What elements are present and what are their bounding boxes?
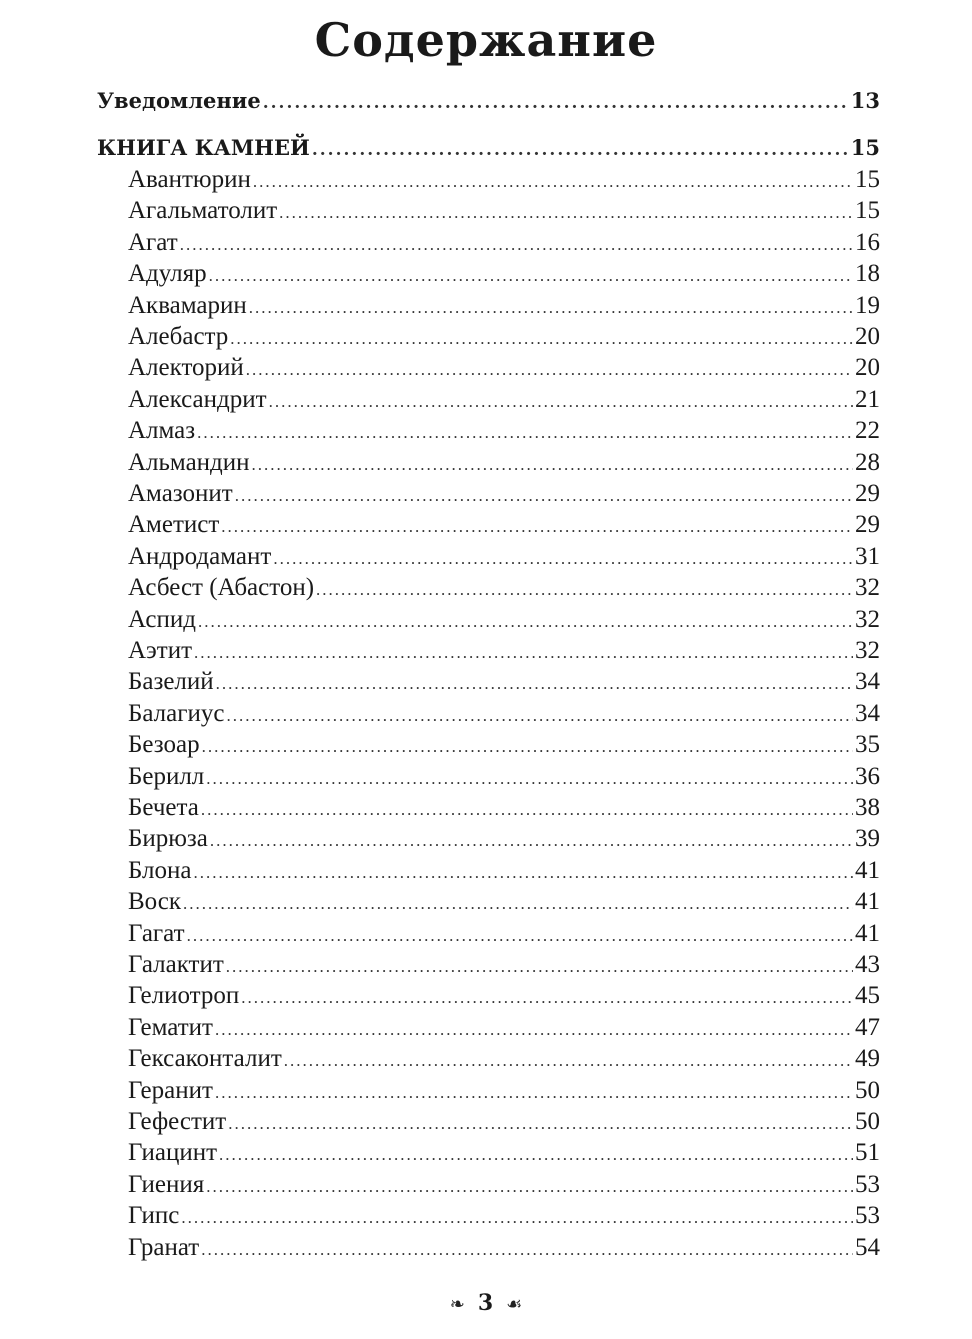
toc-entry-label: КНИГА КАМНЕЙ: [97, 135, 310, 160]
toc-entry-page: 28: [855, 448, 880, 476]
toc-entry-label: Гефестит: [128, 1108, 227, 1135]
toc-leader-dots: [253, 172, 853, 192]
toc-leader-dots: [284, 1051, 853, 1071]
toc-leader-dots: [216, 674, 853, 694]
toc-entry-page: 15: [850, 135, 880, 160]
toc-entry: [128, 480, 880, 511]
toc-entry: [128, 668, 880, 699]
toc-leader-dots: [312, 140, 849, 160]
toc-leader-dots: [219, 1145, 853, 1165]
toc-entry-label: Галактит: [128, 951, 224, 978]
toc-entry-page: 29: [855, 480, 880, 507]
toc-entry-page: 34: [855, 668, 880, 696]
toc-leader-dots: [235, 486, 853, 506]
toc-entry: [128, 794, 880, 825]
toc-entry-label: Гагат: [128, 919, 185, 947]
toc-entry-page: 50: [855, 1108, 880, 1135]
toc-entry-page: 35: [855, 731, 880, 759]
toc-entry-page: 15: [855, 197, 880, 225]
toc-entry-page: 47: [855, 1013, 880, 1041]
toc-entry-label: Агальматолит: [128, 197, 278, 225]
toc-entry-page: 21: [855, 385, 880, 413]
toc-leader-dots: [226, 957, 853, 977]
toc-entry-page: 49: [855, 1045, 880, 1073]
toc-entry: [128, 951, 880, 982]
toc-leader-dots: [187, 926, 853, 946]
toc-entry-page: 20: [855, 323, 880, 350]
toc-entry-page: 16: [855, 228, 880, 256]
toc-leader-dots: [215, 1020, 853, 1040]
toc-leader-dots: [246, 360, 853, 380]
toc-leader-dots: [221, 517, 853, 537]
toc-entry: [128, 260, 880, 291]
toc-leader-dots: [198, 612, 853, 632]
ornament-left-icon: ❧: [449, 1294, 465, 1315]
toc-leader-dots: [183, 894, 853, 914]
toc-entry-label: Алекторий: [128, 354, 244, 382]
toc-entry: [128, 449, 880, 480]
toc-entry: [128, 197, 880, 228]
toc-entry: [128, 857, 880, 888]
toc-leader-dots: [201, 800, 853, 820]
toc-entry-label: Воск: [128, 888, 182, 916]
toc-entry: [128, 323, 880, 354]
toc-entry-page: 31: [855, 542, 880, 570]
toc-leader-dots: [209, 266, 853, 286]
toc-entry: [128, 763, 880, 794]
toc-entry-page: 45: [855, 982, 880, 1010]
toc-entry-label: Гелиотроп: [128, 982, 240, 1010]
toc-entry: [128, 888, 880, 919]
toc-entry-page: 38: [855, 794, 880, 821]
toc-entry-page: 54: [855, 1233, 880, 1261]
page-title: Содержание: [314, 13, 658, 67]
toc-entry-label: Алмаз: [128, 417, 196, 445]
toc-leader-dots: [252, 455, 853, 475]
toc-entry: [128, 1077, 880, 1108]
toc-leader-dots: [194, 643, 853, 663]
toc-entry-page: 41: [855, 919, 880, 947]
toc-entry: [128, 982, 880, 1013]
toc-entry: [128, 1234, 880, 1265]
toc-leader-dots: [201, 1240, 853, 1260]
toc-entry: [128, 229, 880, 260]
toc-entry: [128, 1108, 880, 1139]
toc-entry-label: Балагиус: [128, 699, 225, 727]
toc-leader-dots: [241, 988, 853, 1008]
toc-entry-page: 13: [850, 88, 880, 113]
toc-entry-label: Аспид: [128, 605, 197, 633]
toc-leader-dots: [180, 235, 853, 255]
toc-leader-dots: [210, 831, 853, 851]
toc-leader-dots: [202, 737, 853, 757]
toc-leader-dots: [206, 1177, 853, 1197]
toc-entry: [128, 920, 880, 951]
toc-entry-label: Аметист: [128, 511, 220, 539]
toc-entry: [128, 637, 880, 668]
toc-leader-dots: [215, 1083, 853, 1103]
toc-entry: [128, 825, 880, 856]
toc-leader-dots: [316, 580, 853, 600]
toc-leader-dots: [279, 203, 853, 223]
toc-entry: [128, 1045, 880, 1076]
toc-entry-label: Агат: [128, 228, 178, 256]
toc-entry: [128, 700, 880, 731]
toc-entry: [128, 574, 880, 605]
toc-entry: [128, 354, 880, 385]
page-footer: [0, 1290, 972, 1316]
toc-leader-dots: [181, 1208, 853, 1228]
toc-entry-label: Авантюрин: [128, 166, 251, 193]
toc-entry: [128, 1139, 880, 1170]
toc-leader-dots: [226, 706, 853, 726]
toc-entry-label: Бечета: [128, 794, 199, 821]
toc-entry-page: 51: [855, 1139, 880, 1167]
toc-entry-label: Гипс: [128, 1202, 180, 1230]
toc-entry-page: 34: [855, 699, 880, 727]
toc-entry-label: Альмандин: [128, 448, 250, 476]
toc-entry-page: 32: [855, 605, 880, 633]
toc-entry-page: 20: [855, 354, 880, 382]
toc-entry-label: Амазонит: [128, 480, 233, 507]
toc-leader-dots: [249, 298, 853, 318]
toc-entry-page: 32: [855, 574, 880, 602]
toc-leader-dots: [230, 329, 853, 349]
toc-entry-label: Безоар: [128, 731, 200, 759]
toc-entry-page: 43: [855, 951, 880, 978]
toc-entry-label: Алебастр: [128, 323, 229, 350]
toc-entry-label: Андродамант: [128, 542, 272, 570]
toc-leader-dots: [269, 392, 853, 412]
toc-entry-label: Бирюза: [128, 825, 208, 853]
toc-entry-label: Геранит: [128, 1076, 213, 1104]
toc-entry-page: 39: [855, 825, 880, 853]
toc-entry-page: 36: [855, 762, 880, 790]
toc-leader-dots: [197, 423, 853, 443]
toc-entry-label: Александрит: [128, 385, 267, 413]
toc-entry: [128, 1014, 880, 1045]
toc-entry-page: 53: [855, 1202, 880, 1230]
toc-entry-label: Гранат: [128, 1233, 200, 1261]
toc-entry-page: 22: [855, 417, 880, 445]
toc-entry: [128, 1171, 880, 1202]
toc-entry-page: 19: [855, 291, 880, 319]
toc-entry-label: Адуляр: [128, 260, 207, 288]
toc-entry: [128, 386, 880, 417]
toc-entry: [128, 292, 880, 323]
toc-entry-label: Гексаконталит: [128, 1045, 282, 1073]
toc-entry-label: Аэтит: [128, 637, 193, 664]
toc-entry: [128, 417, 880, 448]
toc-entry: [128, 543, 880, 574]
toc-entry-label: Берилл: [128, 762, 205, 790]
toc-entry: [128, 606, 880, 637]
toc-entry: [128, 731, 880, 762]
toc-leader-dots: [193, 863, 853, 883]
toc-entry-page: 41: [855, 856, 880, 884]
page-number: 3: [477, 1290, 494, 1316]
ornament-right-icon: ☙: [506, 1294, 523, 1315]
toc-entry: [128, 1202, 880, 1233]
toc-leader-dots: [228, 1114, 853, 1134]
toc-entry-label: Уведомление: [97, 88, 261, 113]
toc-entry-label: Гиацинт: [128, 1139, 218, 1167]
toc-entry-label: Асбест (Абастон): [128, 574, 315, 602]
toc-entry-label: Базелий: [128, 668, 214, 696]
toc-entry-page: 18: [855, 260, 880, 288]
toc-entry-label: Гематит: [128, 1013, 213, 1041]
toc-entry-page: 32: [855, 637, 880, 664]
toc-entry-page: 50: [855, 1076, 880, 1104]
toc-leader-dots: [263, 93, 849, 113]
toc-entry-page: 15: [855, 166, 880, 193]
toc-entry-page: 29: [855, 511, 880, 539]
toc-leader-dots: [273, 549, 853, 569]
toc-leader-dots: [206, 769, 853, 789]
toc-entry: [128, 511, 880, 542]
toc-entry-page: 53: [855, 1170, 880, 1198]
toc-entry-label: Аквамарин: [128, 291, 247, 319]
toc-entry-page: 41: [855, 888, 880, 916]
toc-entry: [97, 135, 880, 166]
toc-entry-label: Блона: [128, 856, 192, 884]
toc-entry: [97, 88, 880, 119]
toc-entry: [128, 166, 880, 197]
toc-entry-label: Гиения: [128, 1170, 205, 1198]
